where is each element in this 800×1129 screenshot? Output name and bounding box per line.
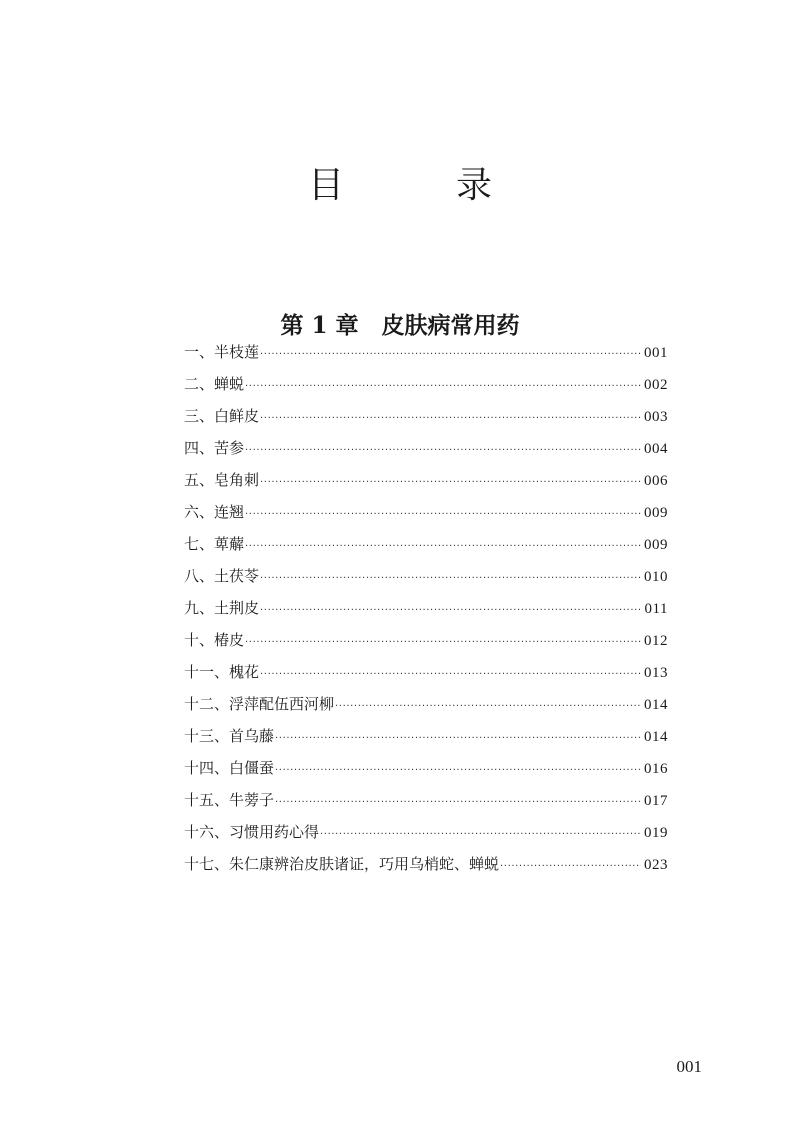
toc-entry-page: 003 (644, 409, 668, 425)
toc-dot-leader (275, 787, 641, 819)
toc-entry[interactable] (184, 656, 668, 688)
toc-dot-leader (245, 435, 641, 467)
toc-entry-label: 九、土荆皮 (184, 599, 260, 617)
toc-entry[interactable] (184, 496, 668, 528)
toc-entry[interactable] (184, 400, 668, 432)
toc-dot-leader (260, 659, 641, 691)
page-title: 目 录 (307, 165, 530, 207)
toc-entry[interactable] (184, 560, 668, 592)
toc-entry-page: 009 (644, 505, 668, 521)
toc-entry-page: 014 (644, 697, 668, 713)
toc-entry-page: 014 (644, 729, 668, 745)
toc-entry[interactable] (184, 848, 668, 880)
toc-entry-page: 017 (644, 793, 668, 809)
toc-entry[interactable] (184, 688, 668, 720)
toc-entry-label: 四、苦参 (184, 439, 245, 457)
toc-entry-page: 006 (644, 473, 668, 489)
toc-entry[interactable] (184, 720, 668, 752)
toc-dot-leader (245, 499, 641, 531)
toc-dot-leader (275, 755, 641, 787)
toc-entry-page: 002 (644, 377, 668, 393)
toc-entry[interactable] (184, 784, 668, 816)
toc-entry-page: 001 (644, 345, 668, 361)
toc-entry-label: 八、土茯苓 (184, 567, 260, 585)
toc-entry[interactable] (184, 816, 668, 848)
toc-entry-page: 010 (644, 569, 668, 585)
toc-dot-leader (260, 339, 641, 371)
toc-dot-leader (260, 563, 641, 595)
toc-dot-leader (260, 403, 641, 435)
toc-dot-leader (335, 691, 641, 723)
toc-entry-label: 一、半枝莲 (184, 343, 260, 361)
toc-dot-leader (245, 371, 641, 403)
toc-entry[interactable] (184, 624, 668, 656)
toc-entry-page: 004 (644, 441, 668, 457)
toc-dot-leader (260, 595, 642, 627)
toc-entry[interactable] (184, 432, 668, 464)
toc-dot-leader (260, 467, 641, 499)
toc-entry-label: 十、椿皮 (184, 631, 245, 649)
toc-dot-leader (275, 723, 641, 755)
toc-entry[interactable] (184, 464, 668, 496)
page-number: 001 (676, 1057, 702, 1076)
toc-entry-label: 十四、白僵蚕 (184, 759, 275, 777)
toc-entry-page: 009 (644, 537, 668, 553)
toc-entry-label: 十七、朱仁康辨治皮肤诸证，巧用乌梢蛇、蝉蜕 (184, 855, 500, 873)
toc-entry[interactable] (184, 592, 668, 624)
toc-entry-label: 十五、牛蒡子 (184, 791, 275, 809)
toc-dot-leader (245, 531, 641, 563)
toc-entry[interactable] (184, 528, 668, 560)
toc-entry[interactable] (184, 336, 668, 368)
toc-entry-label: 六、连翘 (184, 503, 245, 521)
toc-entry[interactable] (184, 752, 668, 784)
toc-dot-leader (245, 627, 641, 659)
toc-entry-page: 012 (644, 633, 668, 649)
toc-entry-page: 013 (644, 665, 668, 681)
toc-entry-label: 十六、习惯用药心得 (184, 823, 320, 841)
toc-entry-label: 七、萆薢 (184, 535, 245, 553)
toc-entry-label: 十三、首乌藤 (184, 727, 275, 745)
toc-entry-label: 三、白鲜皮 (184, 407, 260, 425)
toc-dot-leader (320, 819, 641, 851)
toc-entry-page: 016 (644, 761, 668, 777)
toc-entry-page: 011 (644, 601, 668, 617)
toc-entry-label: 二、蝉蜕 (184, 375, 245, 393)
toc-entry-label: 十二、浮萍配伍西河柳 (184, 695, 335, 713)
toc-entry[interactable] (184, 368, 668, 400)
toc-entry-label: 五、皂角刺 (184, 471, 260, 489)
table-of-contents (184, 336, 668, 880)
chapter-heading: 第 1 章 皮肤病常用药 (280, 312, 520, 340)
toc-entry-page: 023 (644, 857, 668, 873)
toc-entry-label: 十一、槐花 (184, 663, 260, 681)
toc-entry-page: 019 (644, 825, 668, 841)
toc-dot-leader (500, 851, 641, 883)
